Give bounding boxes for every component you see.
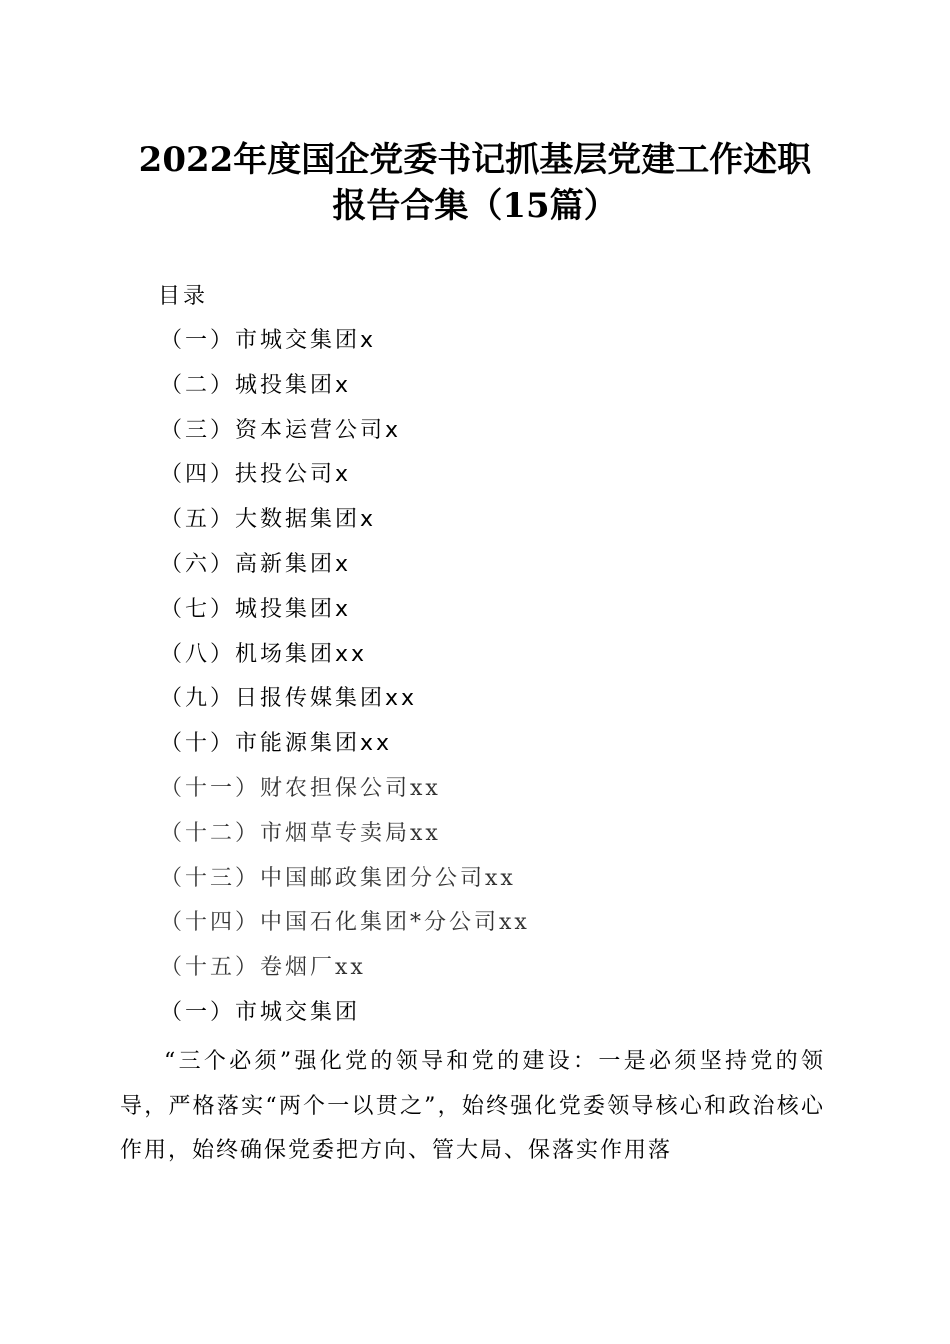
document-title-line-1: 2022年度国企党委书记抓基层党建工作述职 — [138, 140, 812, 180]
toc-item: （十四）中国石化集团*分公司xx — [160, 910, 530, 936]
toc-item: （八）机场集团xx — [160, 641, 368, 667]
toc-item: （十一）财农担保公司xx — [160, 775, 441, 801]
body-paragraph: “三个必须”强化党的领导和党的建设：一是必须坚持党的领导，严格落实“两个一以贯之”，始终强化党委领导核心和政治核心作用，始终确保党委把方向、管大局、保落实作用落 — [120, 1049, 825, 1163]
toc-item: （四）扶投公司x — [160, 462, 352, 488]
document-title-line-2: 报告合集（15篇） — [332, 186, 618, 226]
toc-item: （十）市能源集团xx — [160, 731, 393, 757]
toc-item: （五）大数据集团x — [160, 507, 377, 533]
toc-item: （十五）卷烟厂xx — [160, 955, 366, 981]
toc-item: （十二）市烟草专卖局xx — [160, 820, 441, 846]
toc-item: （一）市城交集团x — [160, 328, 377, 353]
toc-item: （七）城投集团x — [160, 596, 352, 622]
toc-item: （三）资本运营公司x — [160, 417, 402, 443]
section-title: （一）市城交集团 — [160, 1000, 361, 1025]
toc-heading: 目录 — [158, 284, 209, 309]
toc-item: （十三）中国邮政集团分公司xx — [160, 865, 516, 891]
table-of-contents — [160, 324, 530, 996]
toc-item: （六）高新集团x — [160, 551, 352, 577]
toc-item: （九）日报传媒集团xx — [160, 686, 418, 712]
toc-item: （二）城投集团x — [160, 372, 352, 398]
